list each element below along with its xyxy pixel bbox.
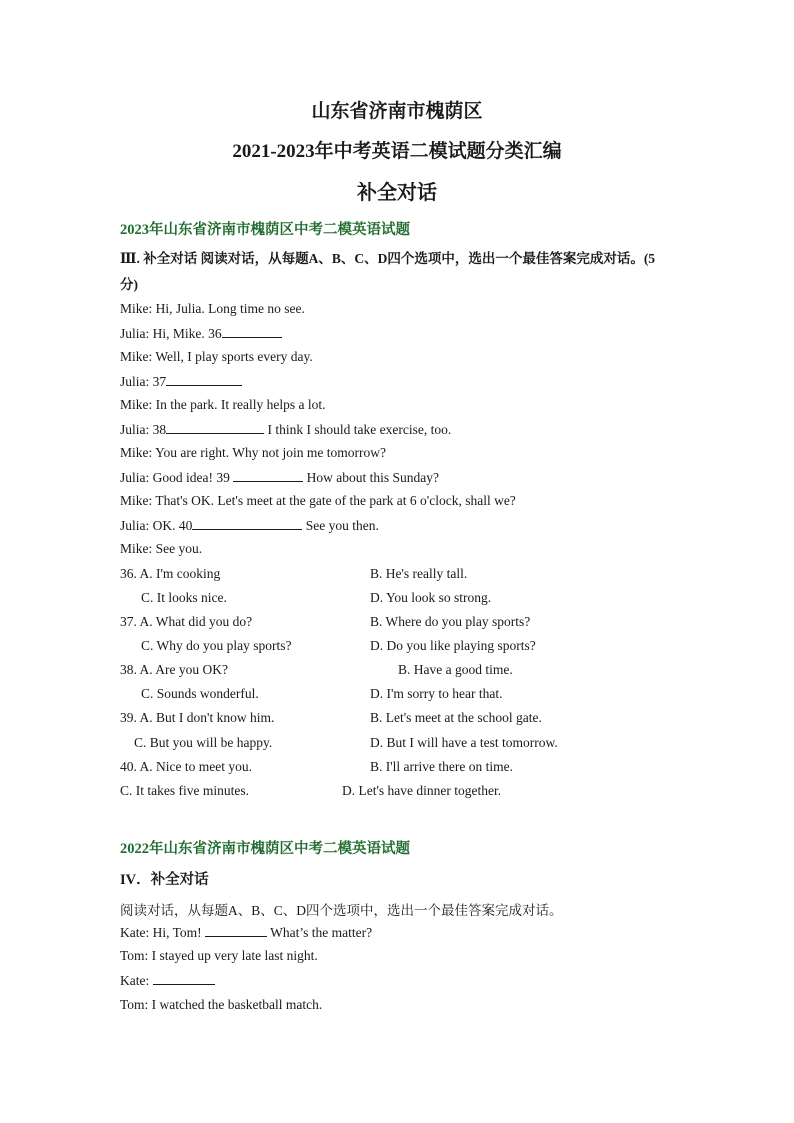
document-title-region: 山东省济南市槐荫区 <box>311 101 483 122</box>
option-36-d: D. You look so strong. <box>370 590 492 605</box>
option-37-c: C. Why do you play sports? <box>141 638 292 653</box>
dialogue-text: Kate: Hi, Tom! <box>120 925 206 940</box>
dialogue-line <box>120 373 242 390</box>
option-40-d: D. Let's have dinner together. <box>342 783 502 798</box>
dialogue-line: Mike: You are right. Why not join me tomorrow? <box>120 445 386 460</box>
answer-blank <box>205 924 267 937</box>
answer-blank-39 <box>233 469 303 482</box>
dialogue-line: Tom: I watched the basketball match. <box>120 997 323 1012</box>
dialogue-line <box>120 972 215 989</box>
dialogue-line <box>120 924 372 941</box>
dialogue-line: Mike: That's OK. Let's meet at the gate of the park at 6 o'clock, shall we? <box>120 493 516 508</box>
option-38-b: B. Have a good time. <box>398 662 513 677</box>
section-2023-instruction: Ⅲ. 补全对话 阅读对话，从每题A、B、C、D四个选项中，选出一个最佳答案完成对话。(5 <box>120 251 656 266</box>
dialogue-text: Julia: 38 <box>120 422 167 437</box>
option-40-b: B. I'll arrive there on time. <box>370 759 514 774</box>
dialogue-line <box>120 469 439 486</box>
dialogue-text: See you then. <box>302 518 379 533</box>
option-38-d: D. I'm sorry to hear that. <box>370 686 503 701</box>
option-37-a: 37. A. What did you do? <box>120 614 253 629</box>
option-36-b: B. He's really tall. <box>370 566 468 581</box>
option-37-d: D. Do you like playing sports? <box>370 638 536 653</box>
answer-blank-40 <box>192 517 302 530</box>
dialogue-text: How about this Sunday? <box>303 470 439 485</box>
option-40-a: 40. A. Nice to meet you. <box>120 759 252 774</box>
section-2023-heading: 2023年山东省济南市槐荫区中考二模英语试题 <box>120 222 410 238</box>
option-36-c: C. It looks nice. <box>141 590 227 605</box>
dialogue-text: What’s the matter? <box>267 925 373 940</box>
option-38-a: 38. A. Are you OK? <box>120 662 228 677</box>
dialogue-line <box>120 517 379 534</box>
section-2022-instruction: 阅读对话，从每题A、B、C、D四个选项中，选出一个最佳答案完成对话。 <box>120 903 563 918</box>
dialogue-text: I think I should take exercise, too. <box>264 422 452 437</box>
dialogue-line: Mike: Hi, Julia. Long time no see. <box>120 301 305 316</box>
option-36-a: 36. A. I'm cooking <box>120 566 221 581</box>
answer-blank-37 <box>166 373 242 386</box>
answer-blank-38 <box>166 421 264 434</box>
dialogue-text: Julia: OK. 40 <box>120 518 193 533</box>
document-title-range: 2021-2023年中考英语二模试题分类汇编 <box>232 141 562 162</box>
option-39-a: 39. A. But I don't know him. <box>120 710 275 725</box>
document-title-topic: 补全对话 <box>357 182 437 204</box>
option-39-c: C. But you will be happy. <box>134 735 273 750</box>
dialogue-text: Julia: Good idea! 39 <box>120 470 234 485</box>
section-2022-heading: 2022年山东省济南市槐荫区中考二模英语试题 <box>120 841 410 857</box>
dialogue-line <box>120 421 451 438</box>
option-40-c: C. It takes five minutes. <box>120 783 249 798</box>
answer-blank-36 <box>222 325 282 338</box>
section-2022-part-title: IV．补全对话 <box>120 872 209 888</box>
option-39-b: B. Let's meet at the school gate. <box>370 710 542 725</box>
section-2023-instruction-cont: 分) <box>120 277 138 292</box>
dialogue-line: Mike: Well, I play sports every day. <box>120 349 313 364</box>
option-37-b: B. Where do you play sports? <box>370 614 531 629</box>
dialogue-line: Mike: See you. <box>120 541 203 556</box>
dialogue-line: Mike: In the park. It really helps a lot. <box>120 397 326 412</box>
dialogue-text: Julia: 37 <box>120 374 167 389</box>
answer-blank <box>153 972 215 985</box>
option-39-d: D. But I will have a test tomorrow. <box>370 735 558 750</box>
dialogue-line: Tom: I stayed up very late last night. <box>120 948 318 963</box>
option-38-c: C. Sounds wonderful. <box>141 686 259 701</box>
dialogue-line <box>120 325 282 342</box>
dialogue-text: Kate: <box>120 973 153 988</box>
dialogue-text: Julia: Hi, Mike. 36 <box>120 326 222 341</box>
